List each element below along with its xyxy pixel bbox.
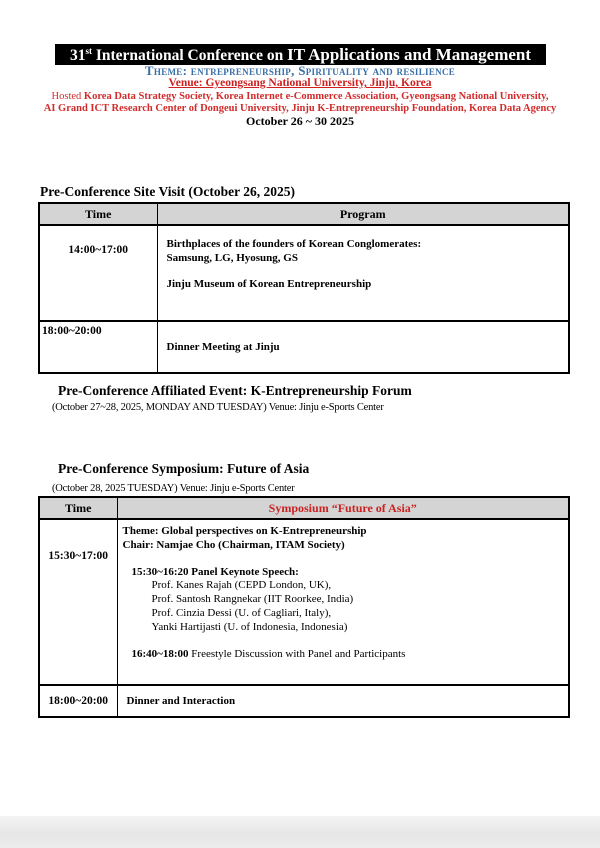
symposium-subtitle: (October 28, 2025 TUESDAY) Venue: Jinju e-Sports Center	[52, 483, 295, 494]
hosted-line-1	[0, 91, 600, 103]
conference-title-bar	[55, 44, 546, 65]
column-header-symposium: Symposium “Future of Asia”	[117, 497, 569, 519]
title-emphasis: IT Applications and Management	[287, 45, 532, 64]
session-chair: Chair: Namjae Cho (Chairman, ITAM Society)	[122, 538, 345, 551]
time-cell: 14:00~17:00	[39, 225, 157, 321]
time-cell: 15:30~17:00	[39, 519, 117, 685]
table-row	[39, 321, 569, 373]
site-visit-table	[38, 202, 570, 374]
venue-line: Venue: Gyeongsang National University, Jinju, Korea	[168, 77, 432, 89]
program-cell	[157, 225, 569, 321]
discussion-time: 16:40~18:00	[131, 647, 189, 660]
program-line: Samsung, LG, Hyosung, GS	[166, 251, 298, 264]
theme-line: Theme: entrepreneurship, Spirituality and resilience	[144, 63, 456, 78]
table-row	[39, 225, 569, 321]
hosted-block	[0, 91, 600, 114]
hosted-line-2: AI Grand ICT Research Center of Dongeui University, Jinju K-Entrepreneurship Foundation, Korea Data Agency	[43, 102, 557, 114]
page-bottom-shading	[0, 816, 600, 848]
session-theme: Theme: Global perspectives on K-Entrepreneurship	[122, 525, 367, 537]
blank-line	[123, 635, 565, 648]
program-cell	[117, 519, 569, 685]
hosted-label: Hosted	[51, 91, 84, 102]
affiliated-event-subtitle: (October 27~28, 2025, MONDAY AND TUESDAY) Venue: Jinju e-Sports Center	[52, 402, 384, 413]
program-line: Birthplaces of the founders of Korean Conglomerates:	[166, 238, 422, 250]
table-row	[39, 685, 569, 717]
column-header-time: Time	[39, 497, 117, 519]
site-visit-heading: Pre-Conference Site Visit (October 26, 2025)	[40, 184, 295, 199]
title-mid: International Conference on	[91, 47, 288, 64]
discussion-line	[132, 648, 565, 662]
column-header-time: Time	[39, 203, 157, 225]
hosted-orgs-1: Korea Data Strategy Society, Korea Internet e-Commerce Association, Gyeongsang National University,	[83, 91, 549, 102]
discussion-text: Freestyle Discussion with Panel and Participants	[188, 647, 406, 660]
symposium-header-row	[39, 497, 569, 519]
program-cell: Dinner and Interaction	[117, 685, 569, 717]
affiliated-event-heading: Pre-Conference Affiliated Event: K-Entrepreneurship Forum	[58, 383, 412, 398]
time-cell: 18:00~20:00	[39, 685, 117, 717]
panelist-line: Yanki Hartijasti (U. of Indonesia, Indonesia)	[151, 620, 348, 633]
date-range: October 26 ~ 30 2025	[245, 114, 354, 128]
conference-title	[70, 47, 531, 64]
table-row	[39, 519, 569, 685]
title-number: 31	[69, 47, 86, 64]
panelist-line: Prof. Santosh Rangnekar (IIT Roorkee, India)	[151, 593, 354, 606]
column-header-program: Program	[157, 203, 569, 225]
title-ordinal: st	[85, 45, 92, 56]
symposium-table	[38, 496, 570, 718]
program-line: Jinju Museum of Korean Entrepreneurship	[166, 278, 372, 290]
blank-line	[167, 265, 565, 278]
panelist-line: Prof. Kanes Rajah (CEPD London, UK),	[151, 579, 332, 592]
program-cell: Dinner Meeting at Jinju	[157, 321, 569, 373]
blank-line	[123, 553, 565, 566]
symposium-heading: Pre-Conference Symposium: Future of Asia	[58, 461, 310, 476]
keynote-heading: 15:30~16:20 Panel Keynote Speech:	[131, 565, 299, 578]
panelist-line: Prof. Cinzia Dessi (U. of Cagliari, Italy),	[151, 606, 332, 619]
time-cell: 18:00~20:00	[39, 321, 157, 373]
site-visit-header-row	[39, 203, 569, 225]
